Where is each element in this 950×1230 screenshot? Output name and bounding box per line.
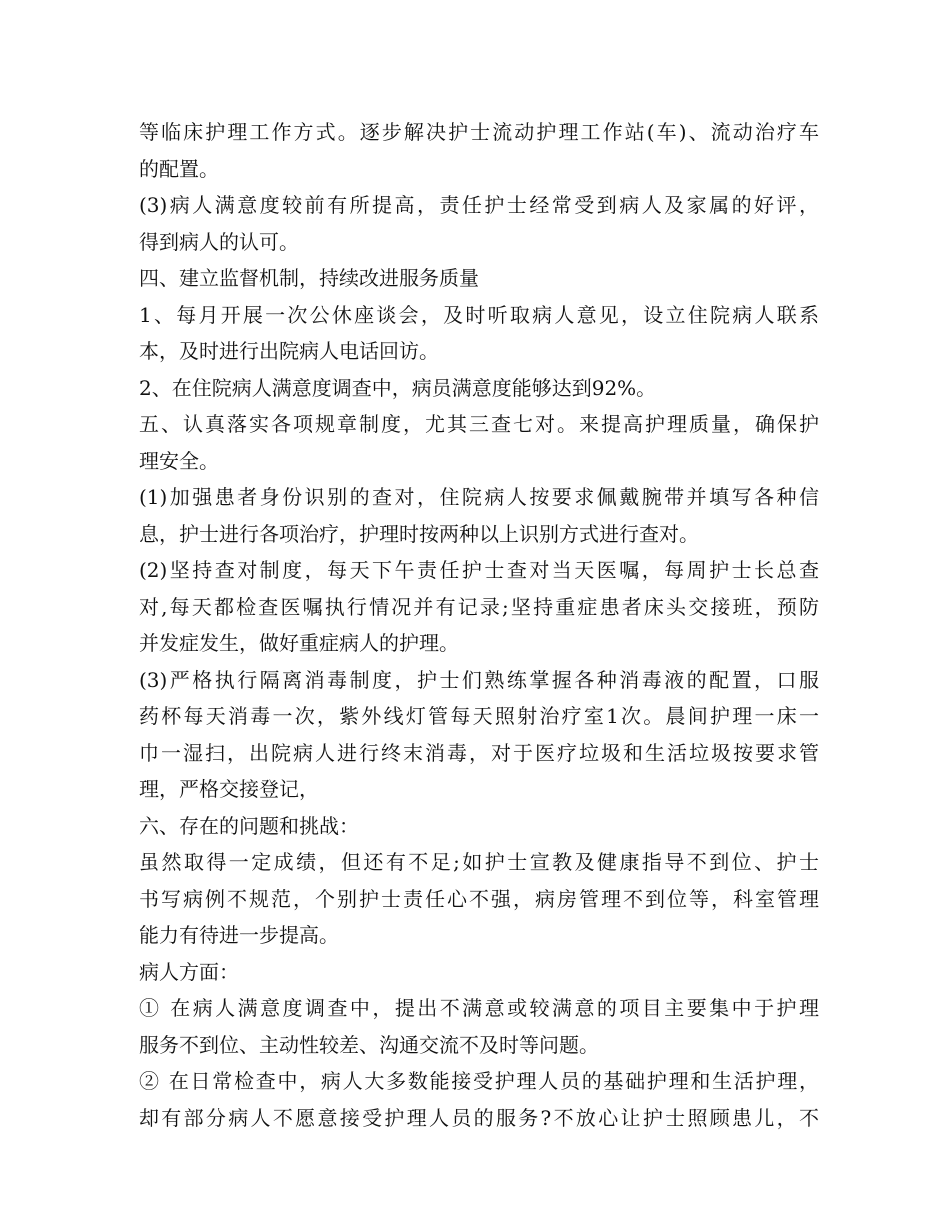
text-line: 本，及时进行出院病人电话回访。 (139, 339, 439, 363)
document-body (139, 114, 819, 1136)
text-line: 并发症发生，做好重症病人的护理。 (139, 631, 459, 655)
text-line: 理安全。 (139, 448, 219, 473)
text-line: 2、在住院病人满意度调查中，病员满意度能够达到92%。 (139, 375, 657, 400)
text-line: 却有部分病人不愿意接受护理人员的服务?不放心让护士照顾患儿，不 (139, 1105, 819, 1130)
text-line: (3)严格执行隔离消毒制度，护士们熟练掌握各种消毒液的配置，口服 (139, 667, 819, 692)
text-line: (1)加强患者身份识别的查对，住院病人按要求佩戴腕带并填写各种信 (139, 485, 819, 509)
text-line: 虽然取得一定成绩，但还有不足;如护士宣教及健康指导不到位、护士 (139, 850, 819, 874)
text-line: (2)坚持查对制度，每天下午责任护士查对当天医嘱，每周护士长总查 (139, 558, 819, 582)
text-line: 能力有待进一步提高。 (139, 923, 339, 947)
text-line: 得到病人的认可。 (139, 229, 299, 254)
text-line: 药杯每天消毒一次，紫外线灯管每天照射治疗室1次。晨间护理一床一 (139, 704, 819, 728)
list-item: ① 在病人满意度调查中，提出不满意或较满意的项目主要集中于护理 (139, 996, 819, 1020)
text-line: 书写病例不规范，个别护士责任心不强，病房管理不到位等，科室管理 (139, 886, 819, 911)
subheading: 病人方面： (139, 959, 239, 984)
text-line: 1、每月开展一次公休座谈会，及时听取病人意见，设立住院病人联系 (139, 302, 819, 327)
text-line: 等临床护理工作方式。逐步解决护士流动护理工作站(车)、流动治疗车 (139, 120, 819, 144)
text-line: 巾一湿扫，出院病人进行终末消毒，对于医疗垃圾和生活垃圾按要求管 (139, 740, 819, 765)
text-line: 的配置。 (139, 156, 219, 181)
text-line: 理，严格交接登记， (139, 777, 319, 801)
text-line: (3)病人满意度较前有所提高，责任护士经常受到病人及家属的好评， (139, 193, 819, 217)
text-line: 服务不到位、主动性较差、沟通交流不及时等问题。 (139, 1032, 599, 1057)
section-heading: 五、认真落实各项规章制度，尤其三查七对。来提高护理质量，确保护 (139, 412, 819, 436)
text-line: 对,每天都检查医嘱执行情况并有记录;坚持重症患者床头交接班，预防 (139, 594, 819, 619)
list-item: ② 在日常检查中，病人大多数能接受护理人员的基础护理和生活护理， (139, 1069, 819, 1093)
section-heading: 六、存在的问题和挑战： (139, 813, 359, 838)
text-line: 息，护士进行各项治疗，护理时按两种以上识别方式进行查对。 (139, 521, 699, 546)
section-heading: 四、建立监督机制，持续改进服务质量 (139, 266, 479, 290)
